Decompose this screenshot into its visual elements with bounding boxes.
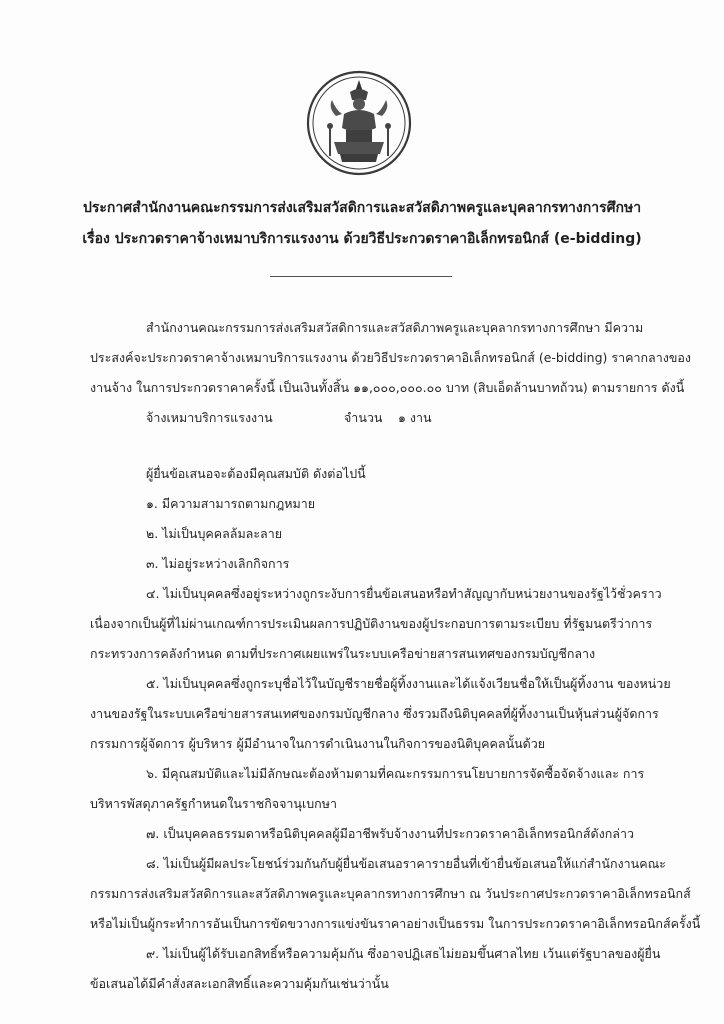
item-qty-label: จำนวน	[343, 410, 383, 425]
qualification-8-line-1: ๘. ไม่เป็นผู้มีผลประโยชน์ร่วมกันกับผู้ยื่นข้อเสนอราคารายอื่นที่เข้ายื่นข้อเสนอให้แก่สำนักงานคณะ	[146, 856, 666, 871]
qualification-4-line-3: กระทรวงการคลังกำหนด ตามที่ประกาศเผยแพร่ในระบบเครือข่ายสารสนเทศของกรมบัญชีกลาง	[90, 646, 596, 661]
qualification-8-line-3: หรือไม่เป็นผู้กระทำการอันเป็นการขัดขวางการแข่งขันราคาอย่างเป็นธรรม ในการประกวดราคาอิเล็กทรอนิกส์ครั้งนี้	[90, 916, 701, 931]
qualification-5-line-3: กรรมการผู้จัดการ ผู้บริหาร ผู้มีอำนาจในการดำเนินงานในกิจการของนิติบุคคลนั้นด้วย	[90, 736, 546, 751]
announcement-subject: เรื่อง ประกวดราคาจ้างเหมาบริการแรงงาน ด้วยวิธีประกวดราคาอิเล็กทรอนิกส์ (e-bidding)	[82, 231, 642, 247]
intro-line-1: สำนักงานคณะกรรมการส่งเสริมสวัสดิการและสวัสดิภาพครูและบุคลากรทางการศึกษา มีความ	[146, 320, 644, 335]
announcement-title: ประกาศสำนักงานคณะกรรมการส่งเสริมสวัสดิการและสวัสดิภาพครูและบุคลากรทางการศึกษา	[82, 200, 642, 216]
qualification-9-line-2: ข้อเสนอได้มีคำสั่งสละเอกสิทธิ์และความคุ้มกันเช่นว่านั้น	[90, 976, 389, 991]
qualification-6-line-2: บริหารพัสดุภาครัฐกำหนดในราชกิจจานุเบกษา	[90, 796, 338, 811]
qualification-5-line-1: ๕. ไม่เป็นบุคคลซึ่งถูกระบุชื่อไว้ในบัญชีรายชื่อผู้ทิ้งงานและได้แจ้งเวียนชื่อให้เป็นผู้ทิ้งงาน ของหน่วย	[146, 676, 671, 691]
item-row	[146, 410, 432, 426]
intro-line-3: งานจ้าง ในการประกวดราคาครั้งนี้ เป็นเงินทั้งสิ้น ๑๑,๐๐๐,๐๐๐.๐๐ บาท (สิบเอ็ดล้านบาทถ้วน) ตามรายการ ดังนี้	[90, 380, 685, 395]
title-divider	[270, 276, 452, 277]
item-qty-value: ๑ งาน	[397, 410, 432, 425]
qualification-4-line-2: เนื่องจากเป็นผู้ที่ไม่ผ่านเกณฑ์การประเมินผลการปฏิบัติงานของผู้ประกอบการตามระเบียบ ที่รัฐมนตรีว่าการ	[90, 616, 653, 631]
item-name: จ้างเหมาบริการแรงงาน	[146, 410, 273, 425]
royal-emblem-seal-icon	[306, 70, 412, 176]
qualification-1: ๑. มีความสามารถตามกฎหมาย	[146, 496, 316, 511]
qualification-5-line-2: งานของรัฐในระบบเครือข่ายสารสนเทศของกรมบัญชีกลาง ซึ่งรวมถึงนิติบุคคลที่ผู้ทิ้งงานเป็นหุ้นส่วนผู้จัดการ	[90, 706, 659, 721]
qualification-7: ๗. เป็นบุคคลธรรมดาหรือนิติบุคคลผู้มีอาชีพรับจ้างงานที่ประกวดราคาอิเล็กทรอนิกส์ดังกล่าว	[146, 826, 634, 841]
qualification-6-line-1: ๖. มีคุณสมบัติและไม่มีลักษณะต้องห้ามตามที่คณะกรรมการนโยบายการจัดซื้อจัดจ้างและ การ	[146, 766, 645, 781]
qualifications-heading: ผู้ยื่นข้อเสนอจะต้องมีคุณสมบัติ ดังต่อไปนี้	[146, 466, 366, 481]
qualification-9-line-1: ๙. ไม่เป็นผู้ได้รับเอกสิทธิ์หรือความคุ้มกัน ซึ่งอาจปฏิเสธไม่ยอมขึ้นศาลไทย เว้นแต่รัฐบาลของผู้ยื่น	[146, 946, 661, 961]
qualification-8-line-2: กรรมการส่งเสริมสวัสดิการและสวัสดิภาพครูและบุคลากรทางการศึกษา ณ วันประกาศประกวดราคาอิเล็กทรอนิกส์	[90, 886, 691, 901]
qualification-2: ๒. ไม่เป็นบุคคลล้มละลาย	[146, 526, 283, 541]
intro-line-2: ประสงค์จะประกวดราคาจ้างเหมาบริการแรงงาน ด้วยวิธีประกวดราคาอิเล็กทรอนิกส์ (e-bidding) ราคากลางของ	[90, 350, 691, 365]
qualification-3: ๓. ไม่อยู่ระหว่างเลิกกิจการ	[146, 556, 290, 571]
qualification-4-line-1: ๔. ไม่เป็นบุคคลซึ่งอยู่ระหว่างถูกระงับการยื่นข้อเสนอหรือทำสัญญากับหน่วยงานของรัฐไว้ชั่วคราว	[146, 586, 662, 601]
